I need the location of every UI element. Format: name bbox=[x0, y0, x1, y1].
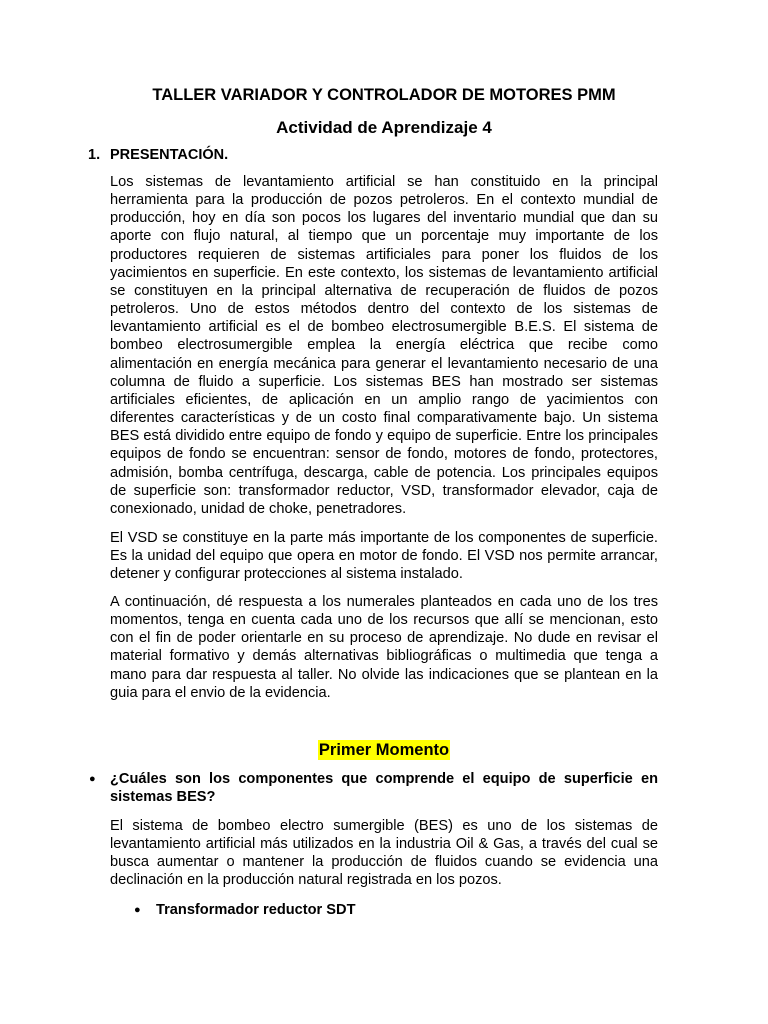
document-title: TALLER VARIADOR Y CONTROLADOR DE MOTORES PMM bbox=[152, 86, 616, 104]
moment-heading-highlight: Primer Momento bbox=[318, 741, 450, 759]
bullet-icon: ● bbox=[89, 773, 96, 785]
document-subtitle: Actividad de Aprendizaje 4 bbox=[276, 118, 492, 137]
presentation-paragraph-3: A continuación, dé respuesta a los numerales planteados en cada uno de los tres momentos, tenga en cuenta cada uno de los recursos que allí se mencionan, esto con el fin de poder orientarle en su proceso de aprendizaje. No dude en revisar el material formativo y demás alternativas bibliográficas o multimedia que tenga a mano para dar respuesta al taller. No olvide las indicaciones que se plantean en la guia para el envio de la evidencia. bbox=[110, 594, 658, 701]
presentation-paragraph-1: Los sistemas de levantamiento artificial se han constituido en la principal herramienta para la producción de pozos petroleros. En el contexto mundial de producción, hoy en día son pocos los lugares del inventario mundial que dan su aporte con flujo natural, al tiempo que un porcentaje muy importante de los productores requieren de sistemas artificiales para poner los fluidos de los yacimientos en superficie. En este contexto, los sistemas de levantamiento artificial se constituyen en la principal alternativa de recuperación de fluidos de pozos petroleros. Uno de estos métodos dentro del contexto de los sistemas de levantamiento artificial es el de bombeo electrosumergible B.E.S. El sistema de bombeo electrosumergible emplea la energía eléctrica que recibe como alimentación en energía mecánica para generar el levantamiento necesario de una columna de fluido a superficie. Los sistemas BES han mostrado ser sistemas artificiales eficientes, de aplicación en un amplio rango de yacimientos con diferentes características y de un costo final comparativamente bajo. Un sistema BES está dividido entre equipo de fondo y equipo de superficie. Entre los principales equipos de fondo se encuentran: sensor de fondo, motores de fondo, protectores, admisión, bomba centrífuga, descarga, cable de potencia. Los principales equipos de superficie son: transformador reductor, VSD, transformador elevador, caja de conexionado, unidad de choke, penetradores. bbox=[110, 174, 658, 517]
section-number: 1. bbox=[88, 147, 101, 163]
moment-heading bbox=[0, 738, 768, 760]
question-text: ¿Cuáles son los componentes que comprende el equipo de superficie en sistemas BES? bbox=[110, 771, 658, 805]
answer-paragraph: El sistema de bombeo electro sumergible (BES) es uno de los sistemas de levantamiento artificial más utilizados en la industria Oil & Gas, a través del cual se busca aumentar o mantener la producción de fluidos cuando se evidencia una declinación en la producción natural registrada en los pozos. bbox=[110, 818, 658, 889]
section-heading-text: PRESENTACIÓN. bbox=[110, 147, 229, 163]
presentation-paragraph-2: El VSD se constituye en la parte más importante de los componentes de superficie. Es la unidad del equipo que opera en motor de fondo. El VSD nos permite arrancar, detener y configurar protecciones al sistema instalado. bbox=[110, 530, 658, 583]
sub-bullet-icon: ● bbox=[134, 904, 141, 916]
section-heading-presentacion bbox=[88, 147, 228, 163]
sub-item-transformador-reductor: Transformador reductor SDT bbox=[156, 902, 356, 918]
